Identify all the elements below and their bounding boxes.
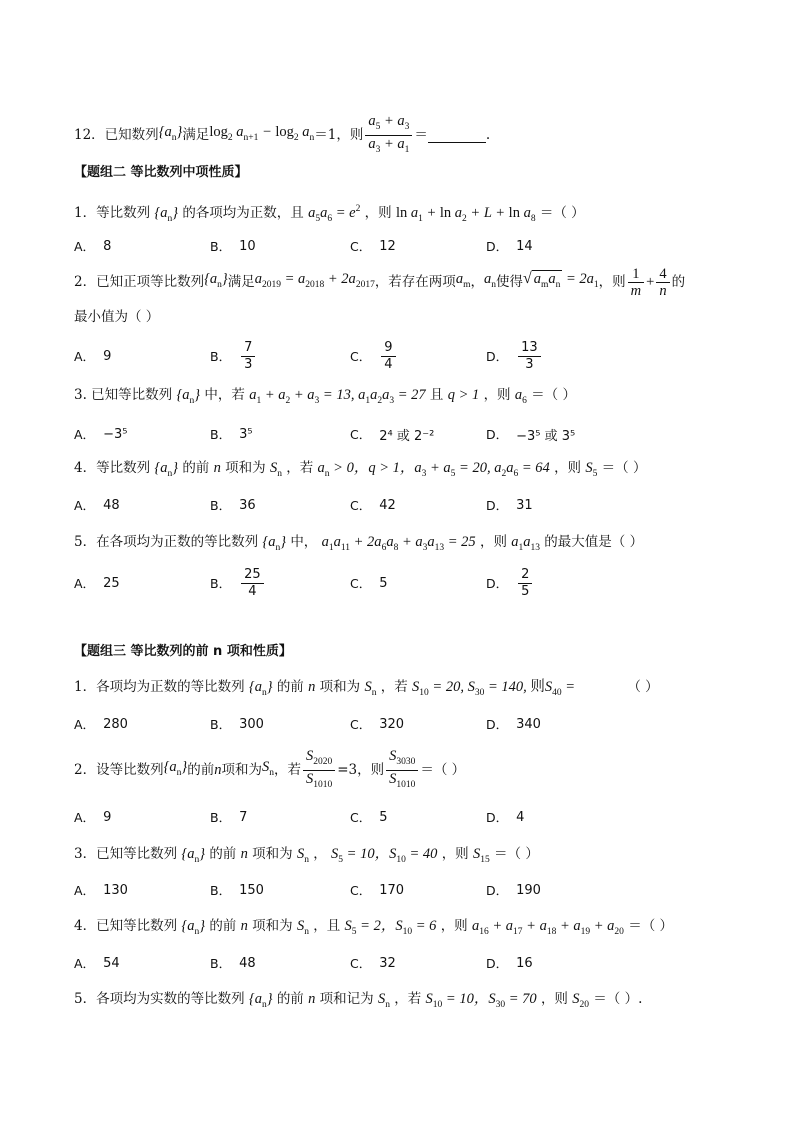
option-c[interactable] [350, 943, 396, 983]
g3q3-mid2: 项和为 [252, 846, 293, 862]
g3-question-4 [74, 916, 673, 942]
option-label: D． [486, 576, 509, 591]
g3-question-5 [74, 989, 642, 1015]
option-label: A． [74, 883, 96, 898]
option-label: B． [210, 427, 232, 442]
option-value: 340 [516, 716, 541, 732]
g2q3-mid: 中，若 [204, 387, 245, 403]
option-c[interactable] [350, 226, 396, 266]
option-label: B． [210, 810, 232, 825]
math-seq-an: $\{a_n\}$ [248, 679, 273, 698]
option-value: 10 [239, 238, 256, 254]
option-value: 9 [103, 809, 112, 825]
g3q4-tail: ＝（ ） [628, 918, 674, 934]
option-value: 5 [379, 809, 388, 825]
math-seq-an: $\{a_n\}$ [262, 534, 287, 553]
option-d[interactable] [486, 704, 541, 744]
g2q3-prefix: 3. 已知等比数列 [74, 387, 173, 403]
option-value: 14 [516, 238, 533, 254]
option-label: C． [350, 810, 372, 825]
q12-mid: 满足 [182, 127, 210, 143]
option-value: 16 [516, 955, 533, 971]
option-value: 5 [379, 575, 388, 591]
option-b[interactable] [210, 414, 253, 454]
option-label: A． [74, 956, 96, 971]
math-conditions: $a_n > 0$，q > 1，$a_3 + a_5 = 20$, $a_2a_6 = 64$ [317, 460, 550, 479]
option-value: 48 [103, 497, 120, 513]
g3q3-mid4: ，则 [441, 846, 469, 862]
g2q2-mid2: ，若存在两项 [374, 274, 456, 290]
math-log-diff: $\log_2 a_{n+1} - \log_2 a_n$ [209, 124, 315, 143]
g2q2-prefix: 2．已知正项等比数列 [74, 274, 205, 290]
option-value: 8 [103, 238, 112, 254]
option-c[interactable] [350, 336, 398, 376]
math-S5-S10: $S_5 = 2$，$S_{10} = 6$ [344, 918, 437, 937]
g2-question-1 [74, 199, 585, 229]
option-a[interactable] [74, 563, 120, 603]
g2q4-tail: ＝（ ） [601, 460, 647, 476]
option-label: A． [74, 349, 96, 364]
g3q2-mid2: 项和为 [221, 762, 262, 778]
option-a[interactable] [74, 797, 111, 837]
option-a[interactable] [74, 226, 111, 266]
math-frac-S3030-S1010: $\frac{S_{3030}}{S_{1010}}$ [386, 748, 418, 793]
g3q5-mid3: ，若 [394, 991, 422, 1007]
math-a6: $a_6$ [514, 387, 527, 406]
option-a[interactable] [74, 870, 128, 910]
math-sum-prod: $a_1 + a_2 + a_3 = 13$, $a_1a_2a_3 = 27$ [249, 387, 426, 406]
math-n: n [240, 846, 248, 862]
math-frac-S2020-S1010: $\frac{S_{2020}}{S_{1010}}$ [303, 748, 335, 793]
option-label: B． [210, 349, 232, 364]
option-label: A． [74, 810, 96, 825]
q12-tail: ＝ [414, 127, 428, 143]
option-value: 4 [516, 809, 525, 825]
g2q1-mid2: ，则 [364, 204, 392, 221]
math-n: n [214, 762, 222, 778]
math-product-sum: $a_1a_{11} + 2a_6a_8 + a_3a_{13} = 25$ [321, 534, 476, 553]
math-an: $a_n$ [483, 271, 496, 290]
math-S20: $S_{20}$ [572, 991, 589, 1010]
math-Sn: $S_n$ [296, 918, 309, 937]
g3q4-mid3: ，且 [313, 918, 341, 934]
g2q4-mid3: ，若 [286, 460, 314, 476]
option-value: −3⁵ [103, 426, 128, 442]
math-Sn: $S_n$ [377, 991, 390, 1010]
g3q5-mid: 的前 [276, 991, 304, 1007]
g3q2-prefix: 2．设等比数列 [74, 762, 164, 778]
option-value: 280 [103, 716, 128, 732]
g3-question-2 [74, 747, 466, 790]
option-label: C． [350, 498, 372, 513]
option-value: 25 [103, 575, 120, 591]
option-value: 150 [239, 882, 264, 898]
option-label: A． [74, 576, 96, 591]
g2q5-mid2: ，则 [479, 534, 507, 550]
g3q3-tail: ＝（ ） [494, 846, 539, 862]
g3q3-prefix: 3．已知等比数列 [74, 846, 178, 862]
g3q1-mid2: 项和为 [319, 679, 361, 695]
option-d[interactable] [486, 336, 543, 376]
g2q2-mid3: 使得 [495, 274, 523, 290]
math-S10-S30-S40: $S_{10} = 20$, $S_{30} = 140$, 则$S_{40}$ = [412, 679, 576, 698]
option-value: 130 [103, 882, 128, 898]
option-value: 9 [103, 348, 112, 364]
option-value: $\frac{13}{3}$ [518, 340, 541, 373]
math-seq-an: $\{a_n\}$ [176, 387, 201, 406]
option-b[interactable] [210, 563, 266, 603]
math-Sn: $S_n$ [261, 759, 274, 778]
option-value: 31 [516, 497, 533, 513]
g3q5-prefix: 5．各项均为实数的等比数列 [74, 991, 245, 1007]
math-Sn: $S_n$ [296, 846, 309, 865]
option-value: $\frac{9}{4}$ [381, 340, 395, 373]
math-ln-sum: $\ln a_1 + \ln a_2 + L + \ln a_8$ [395, 204, 536, 224]
math-a16-a20-sum: $a_{16} + a_{17} + a_{18} + a_{19} + a_{20}$ [471, 918, 624, 937]
option-label: A． [74, 498, 96, 513]
q12-eq: ＝1，则 [314, 127, 364, 143]
option-d[interactable] [486, 943, 533, 983]
plus-sign: + [646, 274, 655, 290]
section-title-group2: 【题组二 等比数列中项性质】 [74, 165, 248, 180]
g2q4-prefix: 4．等比数列 [74, 460, 151, 476]
g2-question-4 [74, 458, 646, 484]
g2q3-tail: ＝（ ） [531, 387, 576, 403]
option-label: C． [350, 956, 372, 971]
math-seq-an: $\{a_n\}$ [154, 204, 179, 224]
g3q3-mid3: ， [313, 846, 327, 862]
g3-question-3 [74, 844, 539, 870]
option-d[interactable] [486, 563, 534, 603]
option-d[interactable] [486, 414, 575, 454]
g3q5-mid4: ，则 [540, 991, 568, 1007]
g3q1-prefix: 1．各项均为正数的等比数列 [74, 679, 245, 695]
math-a2019: $a_{2019} = a_{2018} + 2a_{2017}$ [254, 271, 375, 290]
option-label: D． [486, 239, 509, 254]
g3q4-mid4: ，则 [440, 918, 468, 934]
option-value: 32 [379, 955, 396, 971]
g3q2-mid3: ，若 [273, 762, 301, 778]
math-seq-an: $\{a_n\}$ [204, 271, 228, 290]
g2-question-5 [74, 532, 643, 558]
q12-prefix: 12．已知数列 [74, 127, 159, 143]
math-seq-an: $\{a_n\}$ [248, 991, 273, 1010]
option-b[interactable] [210, 704, 264, 744]
g3q4-prefix: 4．已知等比数列 [74, 918, 178, 934]
math-a5a6-e2: $a_5a_6 = e^2$ [308, 204, 361, 224]
g2q5-tail: 的最大值是（ ） [544, 534, 644, 550]
math-seq-an: $\{a_n\}$ [181, 846, 206, 865]
option-value: 2⁴ 或 2⁻² [379, 428, 435, 444]
option-label: D． [486, 498, 509, 513]
option-value: 54 [103, 955, 120, 971]
math-seq-an: $\{a_n\}$ [181, 918, 206, 937]
option-d[interactable] [486, 485, 533, 525]
option-label: C． [350, 883, 372, 898]
option-value: $\frac{2}{5}$ [518, 567, 532, 600]
option-label: A． [74, 717, 96, 732]
option-c[interactable] [350, 563, 388, 603]
option-c[interactable] [350, 797, 388, 837]
g3q3-mid: 的前 [209, 846, 237, 862]
option-label: D． [486, 427, 509, 442]
option-label: A． [74, 427, 96, 442]
g3q1-mid3: ，若 [380, 679, 408, 695]
g3-question-1 [74, 677, 659, 703]
g3q5-mid2: 项和记为 [319, 991, 374, 1007]
option-b[interactable] [210, 226, 256, 266]
g2q5-mid: 中， [290, 534, 318, 550]
g3q4-mid2: 项和为 [252, 918, 293, 934]
option-value: $\frac{7}{3}$ [241, 340, 255, 373]
math-S5-S10: $S_5 = 10$，$S_{10} = 40$ [331, 846, 438, 865]
g2-question-3 [74, 385, 576, 411]
math-n: n [213, 460, 221, 476]
g2q4-mid4: ，则 [554, 460, 582, 476]
math-S5: $S_5$ [585, 460, 598, 479]
option-label: C． [350, 239, 372, 254]
option-d[interactable] [486, 226, 533, 266]
math-n: n [308, 679, 316, 695]
g3q4-mid: 的前 [209, 918, 237, 934]
g2q2-mid4: ，则 [598, 274, 626, 290]
option-label: A． [74, 239, 96, 254]
math-Sn: $S_n$ [269, 460, 282, 479]
option-c[interactable] [350, 704, 404, 744]
g2q4-mid2: 项和为 [225, 460, 266, 476]
option-value: 36 [239, 497, 256, 513]
option-value: −3⁵ 或 3⁵ [516, 428, 576, 444]
option-value: 190 [516, 882, 541, 898]
option-value: 170 [379, 882, 405, 898]
g2q2-line2: 最小值为（ ） [74, 309, 160, 325]
option-label: B． [210, 956, 232, 971]
g2q2-mid: 满足 [227, 274, 255, 290]
option-value: 42 [379, 497, 396, 513]
option-value: 48 [239, 955, 256, 971]
option-label: B． [210, 576, 232, 591]
math-sqrt-eq: √ $a_ma_n = 2a_1$ [523, 269, 599, 295]
math-frac-4-n: $\frac{4}{n}$ [656, 266, 669, 299]
option-label: D． [486, 717, 509, 732]
math-a1a13: $a_1a_{13}$ [511, 534, 540, 553]
option-a[interactable] [74, 943, 120, 983]
math-am: $a_m$ [455, 271, 471, 290]
answer-blank[interactable] [428, 128, 486, 143]
option-label: C． [350, 717, 372, 732]
option-label: D． [486, 810, 509, 825]
math-seq-an: $\{a_n\}$ [154, 460, 179, 479]
section-title-group3: 【题组三 等比数列的前 n 项和性质】 [74, 644, 292, 659]
math-S10-S30: $S_{10} = 10$，$S_{30} = 70$ [425, 991, 537, 1010]
g2-question-2 [74, 265, 685, 299]
option-a[interactable] [74, 485, 120, 525]
option-value: 320 [379, 716, 405, 732]
option-b[interactable] [210, 797, 247, 837]
option-label: B． [210, 239, 232, 254]
math-frac-1-m: $\frac{1}{m}$ [628, 266, 644, 299]
option-c[interactable] [350, 485, 396, 525]
option-d[interactable] [486, 797, 524, 837]
option-a[interactable] [74, 704, 128, 744]
option-value: 3⁵ [239, 426, 253, 442]
g3q1-tail: （ ） [627, 679, 659, 695]
q12-end: . [485, 127, 491, 143]
option-b[interactable] [210, 943, 256, 983]
math-n: n [240, 918, 248, 934]
option-b[interactable] [210, 870, 264, 910]
g3q2-mid: 的前 [187, 762, 215, 778]
option-label: B． [210, 498, 232, 513]
g2q1-tail: ＝（ ） [539, 204, 585, 221]
option-label: D． [486, 883, 509, 898]
option-b[interactable] [210, 336, 257, 376]
g2q3-mid2: 且 [429, 387, 444, 403]
math-fraction-a5a3-a3a1: $\frac{a_5 + a_3}{a_3 + a_1}$ [365, 113, 412, 158]
option-value: $\frac{25}{4}$ [241, 567, 264, 600]
g2q3-mid3: ，则 [483, 387, 511, 403]
option-a[interactable] [74, 336, 111, 376]
option-a[interactable] [74, 414, 127, 454]
option-label: C． [350, 576, 372, 591]
g2q1-prefix: 1．等比数列 [74, 204, 151, 221]
g2q2-tail: 的 [671, 274, 686, 290]
option-label: D． [486, 349, 509, 364]
math-seq-an: $\{a_n\}$ [158, 124, 183, 143]
option-label: B． [210, 883, 232, 898]
g2q2-comma: ， [470, 274, 484, 290]
option-label: B． [210, 717, 232, 732]
g3q2-tail: ＝（ ） [420, 762, 466, 778]
g2q1-mid: 的各项均为正数，且 [182, 204, 304, 221]
g3q2-mid4: =3，则 [337, 762, 385, 778]
option-b[interactable] [210, 485, 256, 525]
math-q-gt-1: q > 1 [447, 387, 480, 403]
math-Sn: $S_n$ [364, 679, 377, 698]
option-label: C． [350, 349, 372, 364]
g3q5-tail: ＝（ ）. [593, 991, 643, 1007]
g3q1-mid: 的前 [276, 679, 304, 695]
math-n: n [308, 991, 316, 1007]
option-value: 7 [239, 809, 248, 825]
g2q4-mid: 的前 [182, 460, 210, 476]
option-c[interactable] [350, 870, 404, 910]
math-S15: $S_{15}$ [472, 846, 490, 865]
option-label: D． [486, 956, 509, 971]
option-d[interactable] [486, 870, 541, 910]
question-12 [74, 112, 491, 155]
option-label: C． [350, 427, 372, 442]
math-seq-an: $\{a_n\}$ [163, 759, 188, 778]
option-c[interactable] [350, 414, 434, 454]
option-value: 12 [379, 238, 396, 254]
g2q5-prefix: 5．在各项均为正数的等比数列 [74, 534, 259, 550]
option-value: 300 [239, 716, 264, 732]
